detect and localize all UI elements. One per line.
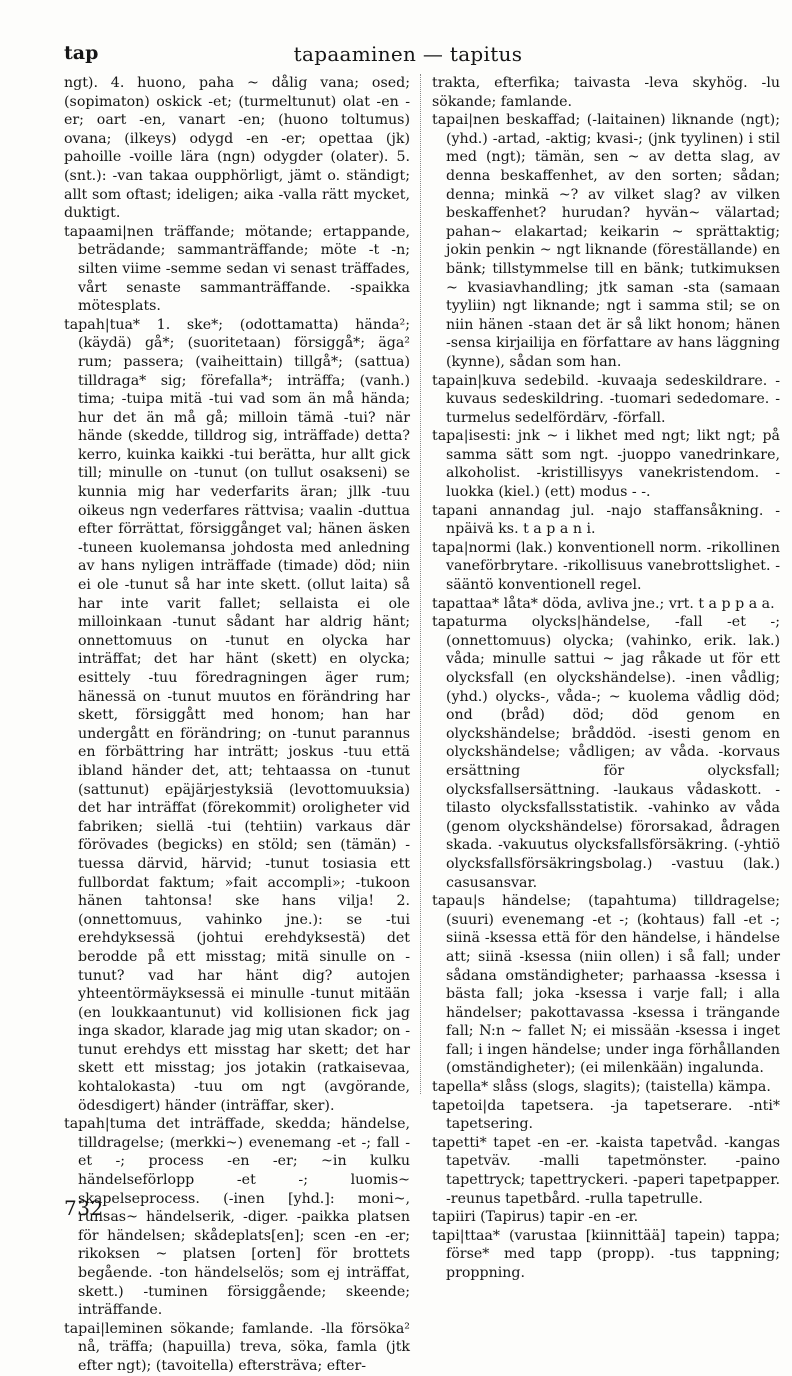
entry-tapittaa: tapi|ttaa* (varustaa [kiinnittää] tapein) tappa; förse* med tapp (propp). -tus tappning; proppning.	[432, 1227, 780, 1281]
entry-tapella: tapella* slåss (slogs, slagits); (taistella) kämpa.	[432, 1079, 771, 1096]
entry-tapetti: tapetti* tapet -en -er. -kaista tapetvåd. -kangas tapetväv. -malli tapetmönster. -paino tapettryck; tapettryckeri. -paperi tapetpapper. -reunus tapetbård. -rulla tapetrulle.	[432, 1134, 780, 1207]
page-header	[64, 40, 752, 70]
guide-word: tap	[64, 42, 99, 64]
running-title: tapaaminen — tapitus	[293, 42, 523, 66]
entry-tapaaminen: tapaami|nen träffande; mötande; ertappande, beträdande; sammanträffande; möte -t -n; silten viime -semme sedan vi senast träffades, vårt senaste sammanträffande. -spaikka mötesplats.	[64, 223, 410, 315]
column-divider	[420, 74, 422, 1094]
entry-tapainen: tapai|nen beskaffad; (-laitainen) liknande (ngt); (yhd.) -artad, -aktig; kvasi-; (jnk tyylinen) i stil med (ngt); tämän, sen ~ av detta slag, av denna beskaffenhet, av den sorten; sådan; denna; minkä ~? av vilket slag? av vilken beskaffenhet? hurudan? hyvän~ välartad; pahan~ elakartad; keikarin ~ sprättaktig; jokin penkin ~ ngt liknande (föreställande) en bänk; tillstymmelse till en bänk; tutkimuksen ~ kvasiavhandling; jtk saman -sta (samaan tyyliin) ngt liknande; ngt i samma stil; se on niin hänen -staan det är så likt honom; hänen -sensa kirjailija en författare av hans läggning (kynne), sådan som han.	[432, 112, 780, 370]
entry-continuation: trakta, efterfika; taivasta -leva skyhög. -lu sökande; famlande.	[432, 75, 780, 110]
entry-tapetoida: tapetoi|da tapetsera. -ja tapetserare. -nti* tapetsering.	[432, 1097, 780, 1133]
entry-tapahtuma: tapah|tuma det inträffade, skedda; händelse, tilldragelse; (merkki~) evenemang -et -; fall -et -; process -en -er; ~in kulku händelseförlopp -et -; luomis~ skapelseprocess. (-inen [yhd.]: moni~, runsas~ händelserik, -diger. -paikka platsen för händelsen; skådeplats[en]; scen -en -er; rikoksen ~ platsen [orten] för brottets begående. -ton händelselös; som ej inträffat, skett.) -tuminen försiggående; skeende; inträffande.	[64, 1116, 410, 1319]
entry-tapiiri: tapiiri (Tapirus) tapir -en -er.	[432, 1209, 639, 1226]
page-number: 732	[64, 1196, 104, 1220]
entry-tapani: tapani annandag jul. -najo staffansåkning. -npäivä ks. t a p a n i.	[432, 502, 780, 538]
entry-tapaturma: tapaturma olycks|händelse, -fall -et -; (onnettomuus) olycka; (vahinko, erik. lak.) våda; minulle sattui ~ jag råkade ut för ett olycksfall (en olyckshändelse). -inen vådlig; (yhd.) olycks-, våda-; ~ kuolema vådlig död; ond (bråd) död; död genom en olyckshändelse; bråddöd. -isesti genom en olyckshändelse; vådligen; av våda. -korvaus ersättning för olycksfall; olycksfallsersättning. -laukaus vådaskott. -tilasto olycksfallsstatistik. -vahinko av våda (genom olyckshändelse) förorsakad, ådragen skada. -vakuutus olycksfallsförsäkring. (-yhtiö olycksfallsförsäkringsbolag.) -vastuu (lak.) casusansvar.	[432, 614, 780, 891]
right-column	[432, 74, 780, 1281]
entry-tapattaa: tapattaa* låta* döda, avliva jne.; vrt. t a p p a a.	[432, 595, 775, 612]
entry-tapaileminen: tapai|leminen sökande; famlande. -lla försöka² nå, träffa; (hapuilla) treva, söka, famla (jtk efter ngt); (tavoitella) eftersträva; efter-	[64, 1320, 410, 1374]
entry-continuation: ngt). 4. huono, paha ~ dålig vana; osed; (sopimaton) oskick -et; (turmeltunut) olat -en -er; oart -en, vanart -en; (huono toltumus) ovana; (ilkeys) odygd -en -er; opettaa (jk) pahoille -voille lära (ngn) odygder (olater). 5. (snt.): -van takaa oupphörligt, jämt o. ständigt; allt som oftast; ideligen; aika -valla rätt mycket, duktigt.	[64, 75, 410, 222]
entry-tapaisesti: tapa|isesti: jnk ~ i likhet med ngt; likt ngt; på samma sätt som ngt. -juoppo vanedrinkare, alkoholist. -kristillisyys vanekristendom. -luokka (kiel.) (ett) modus - -.	[432, 428, 780, 501]
entry-tapaus: tapau|s händelse; (tapahtuma) tilldragelse; (suuri) evenemang -et -; (kohtaus) fall -et -; siinä -ksessa että för den händelse, i händelse att; siinä -ksessa (niin ollen) i så fall; under sådana omständigheter; parhaassa -ksessa i bästa fall; joka -ksessa i varje fall; i alla händelser; pakottavassa -ksessa i trängande fall; N:n ~ fallet N; ei missään -ksessa i inget fall; i ingen händelse; under inga förhållanden (omständigheter); (ei milenkään) ingalunda.	[432, 893, 780, 1077]
entry-tapainkuva: tapain|kuva sedebild. -kuvaaja sedeskildrare. -kuvaus sedeskildring. -tuomari sededomare. -turmelus sedelfördärv, -förfall.	[432, 372, 780, 426]
entry-tapanormi: tapa|normi (lak.) konventionell norm. -rikollinen vaneförbrytare. -rikollisuus vanebrottslighet. -sääntö konventionell regel.	[432, 539, 780, 594]
entry-tapahtua: tapah|tua* 1. ske*; (odottamatta) hända²; (käydä) gå*; (suoritetaan) försiggå*; äga² rum; passera; (vaiheittain) tillgå*; (sattua) tilldraga* sig; förefalla*; inträffa; (vanh.) tima; -tuipa mitä -tui vad som än må hända; hur det än må gå; milloin tämä -tui? när hände (skedde, tilldrog sig, inträffade) detta? kerro, kuinka kaikki -tui berätta, hur allt gick till; minulle on -tunut (on tullut osakseni) se kunnia mig har vederfarits äran; jllk -tuu oikeus ngn vederfares rättvisa; vaalin -duttua efter förrättat, försiggånget val; hänen äsken -tuneen kuolemansa johdosta med anledning av hans nyligen inträffade (timade) död; niin ei ole -tunut så har inte skett. (ollut laita) så har inte varit fallet; sellaista ei ole milloinkaan -tunut sådant har aldrig hänt; onnettomuus on -tunut en olycka har inträffat; det har hänt (skett) en olycka; esittely -tuu föredragningen äger rum; hänessä on -tunut muutos en förändring har skett, försiggått med honom; han har undergått en förändring; on -tunut parannus en förbättring har inträtt; joskus -tuu että ibland händer det, att; tehtaassa on -tunut (sattunut) epäjärjestyksiä (levottomuuksia) det har inträffat (förekommit) oroligheter vid fabriken; siellä -tui (tehtiin) varkaus där förövades (begicks) en stöld; sen (tämän) -tuessa därvid, härvid; -tunut tosiasia ett fullbordat faktum; »fait accompli»; -tukoon hänen tahtonsa! ske hans vilja! 2. (onnettomuus, vahinko jne.): se -tui erehdyksessä (johtui erehdyksestä) det berodde på ett misstag; mitä sinulle on -tunut? vad har hänt dig? autojen yhteentörmäyksessä ei minulle -tunut mitään (en loukkaantunut) vid kollisionen fick jag inga skador, klarade jag mig utan skador; on -tunut erehdys ett misstag har skett; det har skett ett misstag; jos jotakin (ratkaisevaa, kohtalokasta) -tuu om ngt (avgörande, ödesdigert) händer (inträffar, sker).	[64, 316, 410, 1114]
